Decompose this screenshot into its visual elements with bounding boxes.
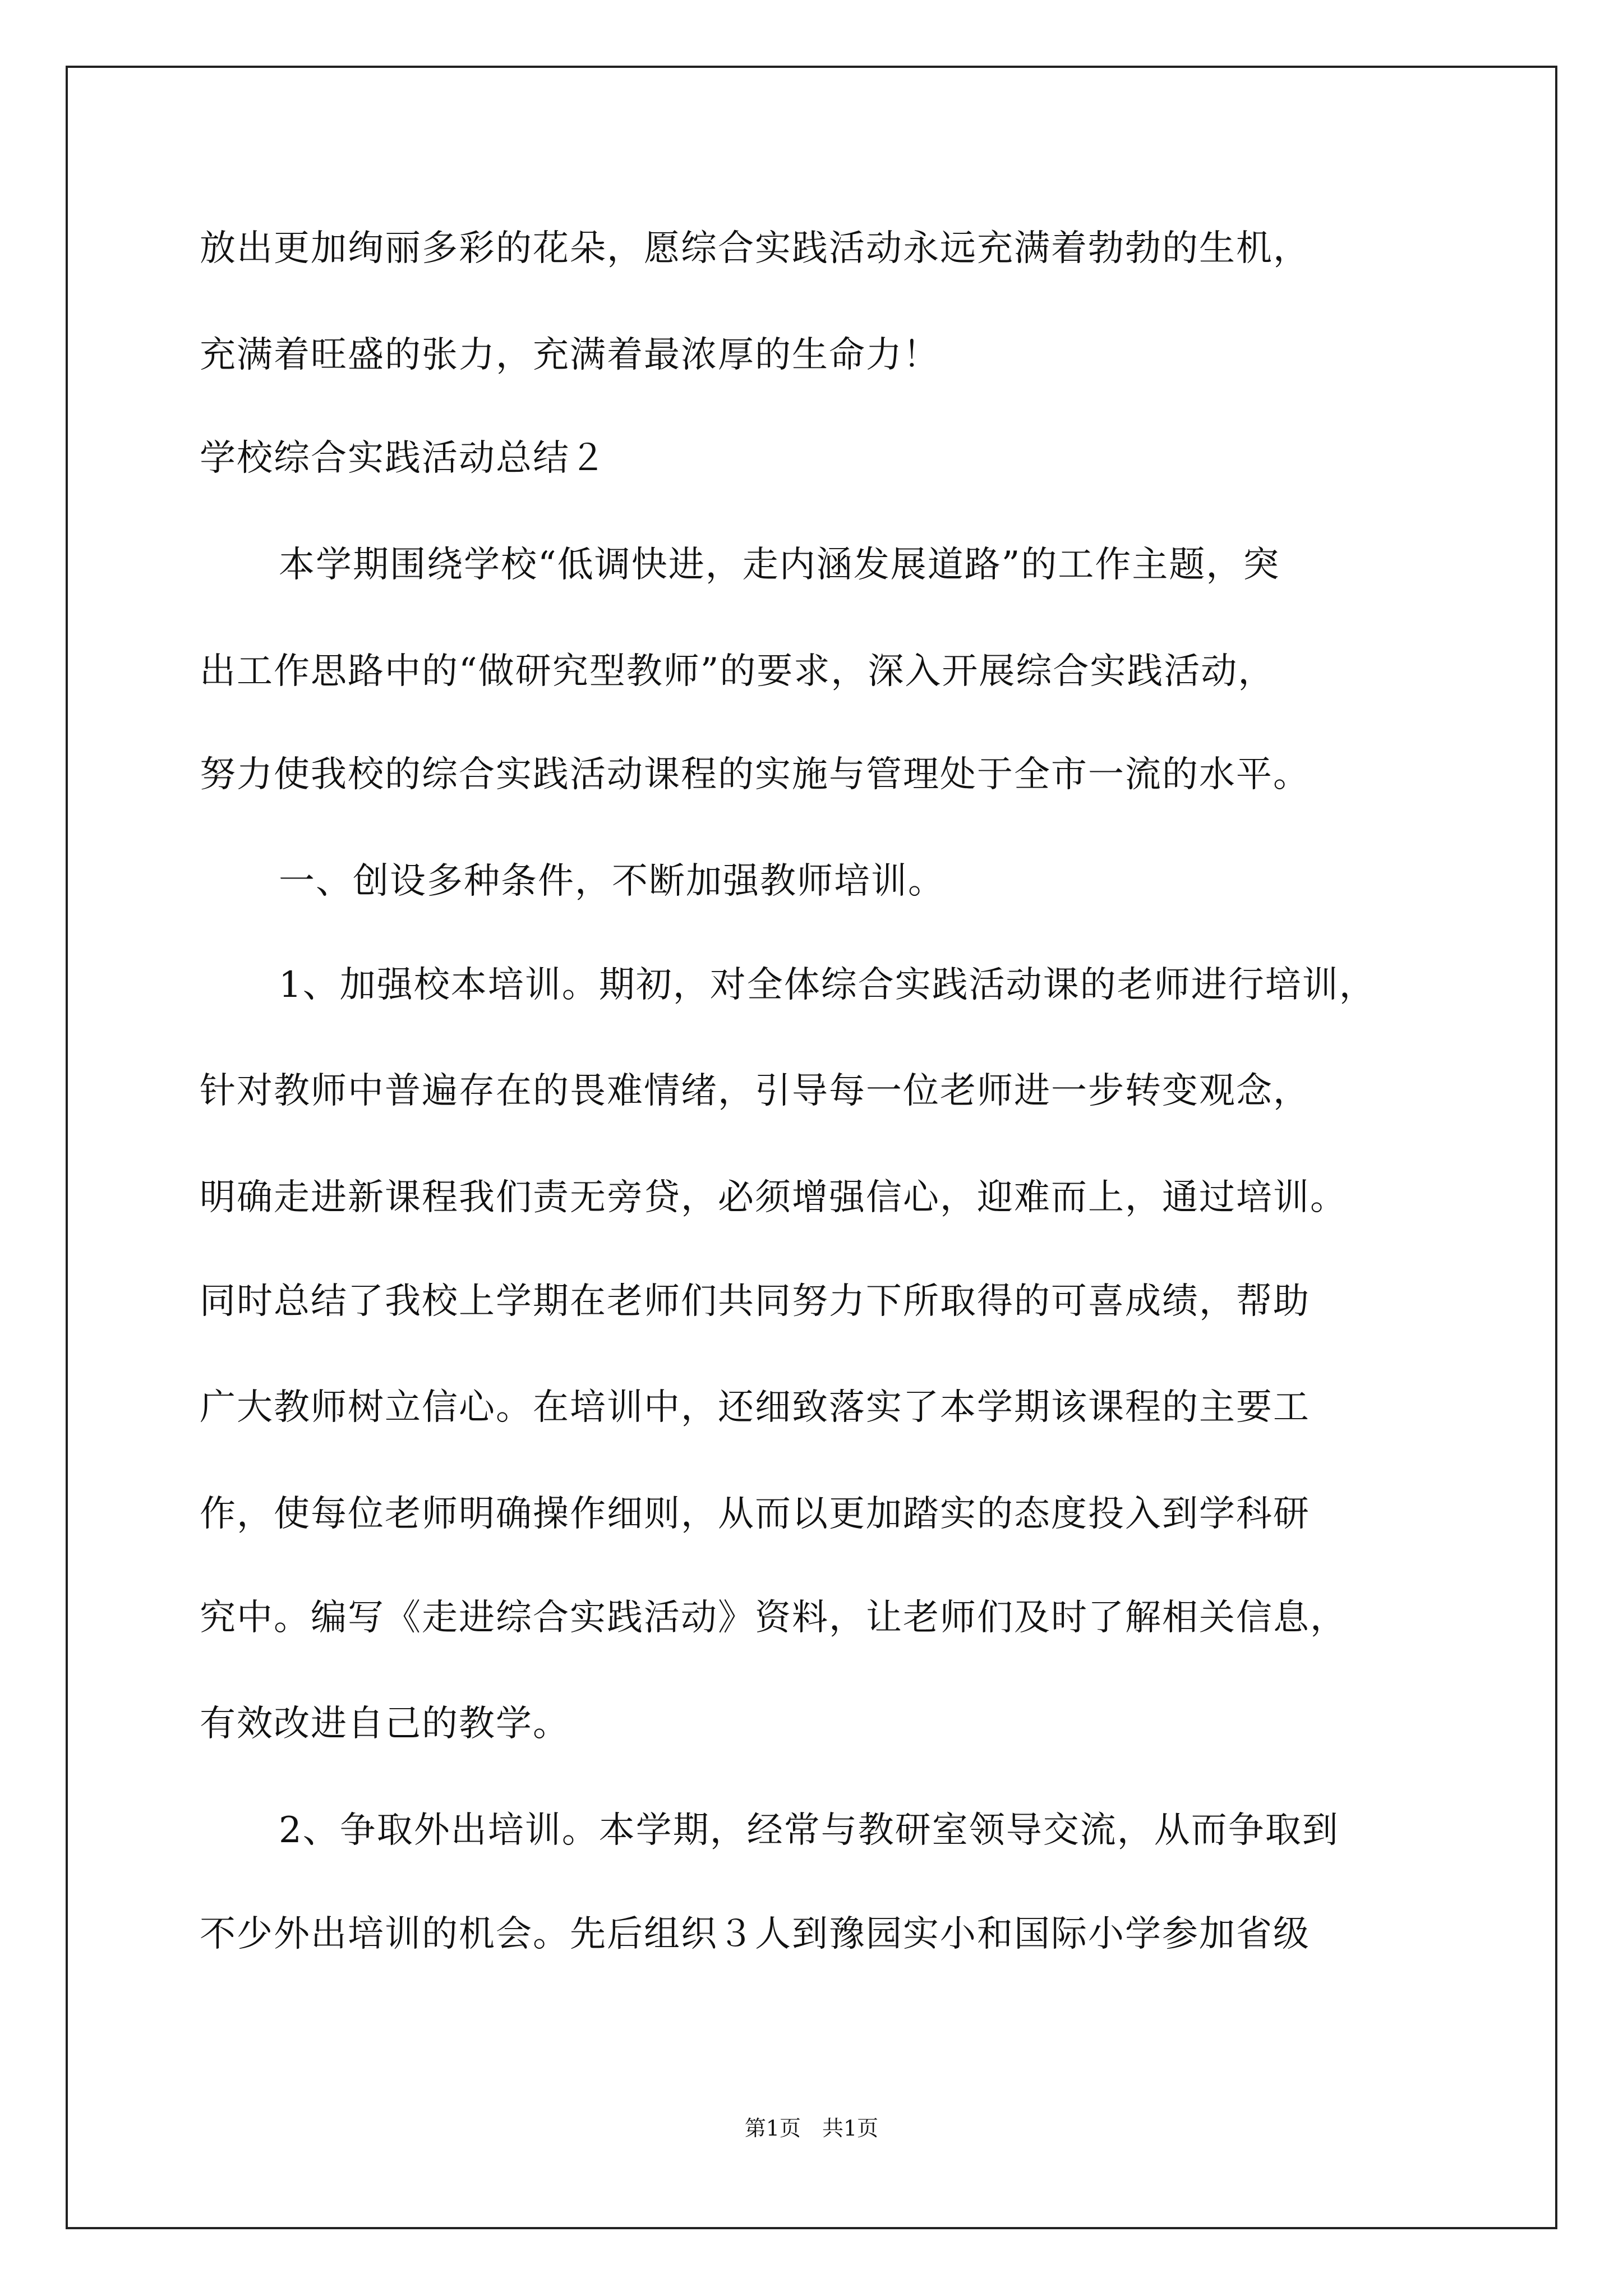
paragraph-line: 2、争取外出培训。本学期，经常与教研室领导交流，从而争取到	[279, 1810, 1339, 1851]
paragraph-line: 究中。编写《走进综合实践活动》资料，让老师们及时了解相关信息，	[200, 1597, 1347, 1639]
section-title: 学校综合实践活动总结２	[200, 438, 607, 479]
paragraph-line: 同时总结了我校上学期在老师们共同努力下所取得的可喜成绩，帮助	[200, 1281, 1310, 1322]
page-frame	[66, 66, 1557, 2229]
paragraph-line: 放出更加绚丽多彩的花朵，愿综合实践活动永远充满着勃勃的生机，	[200, 228, 1310, 269]
paragraph-line: 明确走进新课程我们责无旁贷，必须增强信心，迎难而上，通过培训。	[200, 1177, 1347, 1218]
paragraph-line: 有效改进自己的教学。	[200, 1703, 570, 1745]
paragraph-line: 出工作思路中的“做研究型教师”的要求，深入开展综合实践活动，	[200, 651, 1275, 692]
heading-line: 一、创设多种条件，不断加强教师培训。	[279, 861, 945, 902]
paragraph-line: 充满着旺盛的张力，充满着最浓厚的生命力！	[200, 334, 940, 376]
paragraph-line: 1、加强校本培训。期初，对全体综合实践活动课的老师进行培训，	[279, 964, 1376, 1006]
paragraph-line: 本学期围绕学校“低调快进，走内涵发展道路”的工作主题，突	[279, 544, 1280, 586]
paragraph-line: 广大教师树立信心。在培训中，还细致落实了本学期该课程的主要工	[200, 1387, 1310, 1428]
paragraph-line: 针对教师中普遍存在的畏难情绪，引导每一位老师进一步转变观念，	[200, 1070, 1310, 1112]
paragraph-line: 不少外出培训的机会。先后组织３人到豫园实小和国际小学参加省级	[200, 1913, 1310, 1955]
paragraph-line: 作，使每位老师明确操作细则，从而以更加踏实的态度投入到学科研	[200, 1493, 1310, 1535]
page-footer: 第1页 共1页	[744, 2116, 879, 2141]
paragraph-line: 努力使我校的综合实践活动课程的实施与管理处于全市一流的水平。	[200, 754, 1310, 795]
